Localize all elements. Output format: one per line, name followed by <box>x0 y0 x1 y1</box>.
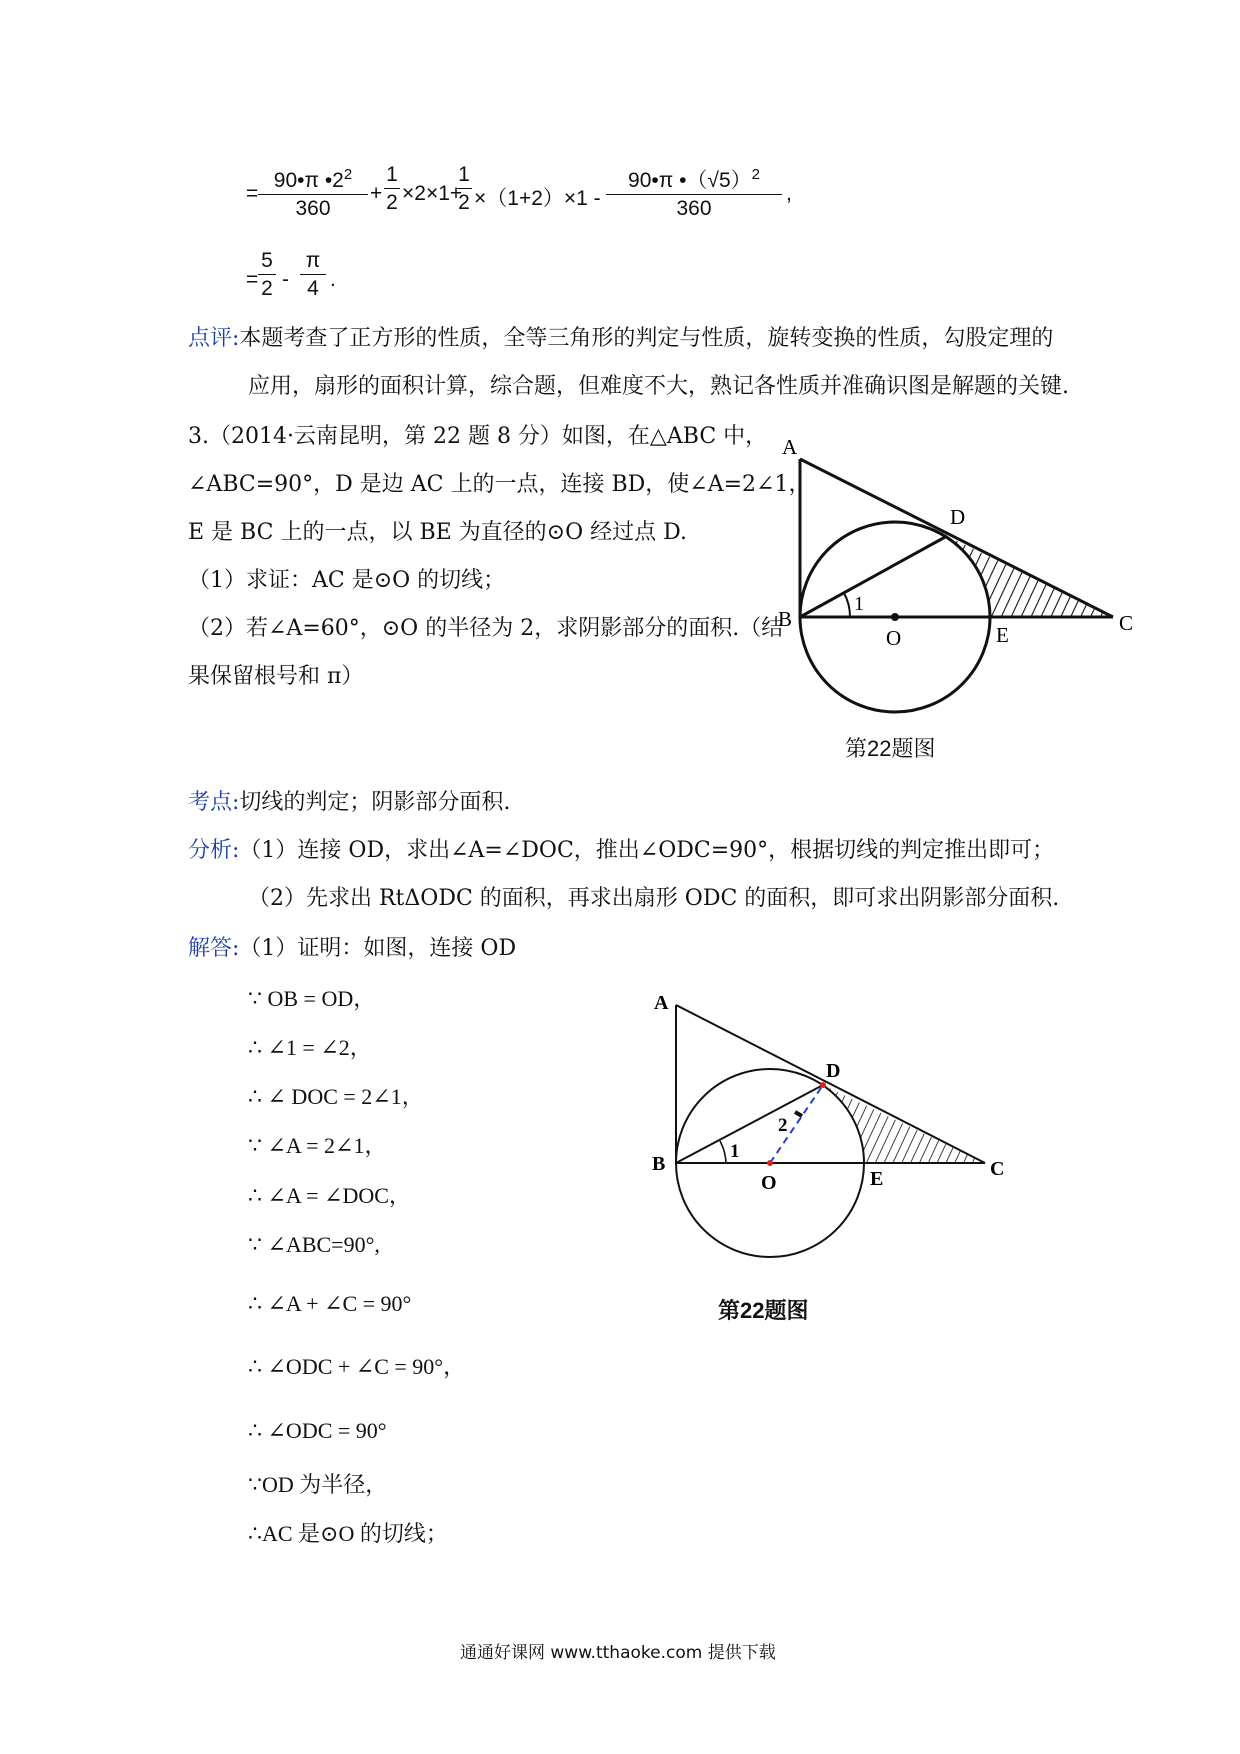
formula2-fraction-1: $\frac{5}{2}$ <box>258 248 276 303</box>
point-o <box>767 1160 773 1166</box>
formula1-plus: + <box>370 182 383 205</box>
label-angle-1: 1 <box>730 1141 740 1162</box>
label-c: C <box>990 1158 1005 1180</box>
formula1-fraction-2: $\frac{1}{2}$ <box>384 162 400 217</box>
problem-line-1: 3.（2014·云南昆明，第 22 题 8 分）如图，在△ABC 中， <box>188 424 768 449</box>
label-b: B <box>652 1153 666 1175</box>
fraction-denominator: 360 <box>295 197 331 220</box>
kaodian-label: 考点: <box>188 790 240 815</box>
formula2-eq: = <box>246 268 259 291</box>
fenxi-label: 分析: <box>188 838 240 863</box>
angle-2-mark <box>795 1112 802 1116</box>
formula1-fraction-4 <box>606 162 782 223</box>
figure-2-caption: 第22题图 <box>718 1298 809 1323</box>
jieda-step-5: ∴ ∠A = ∠DOC， <box>248 1183 411 1208</box>
label-a: A <box>782 435 798 459</box>
formula1-fraction-3: $\frac{1}{2}$ <box>456 162 472 217</box>
kaodian-line: 考点:切线的判定；阴影部分面积. <box>188 790 511 815</box>
fraction-numerator: 90•π $•(√5)^2$ <box>606 162 782 195</box>
figure-2-diagram <box>640 985 1020 1285</box>
jieda-label: 解答: <box>188 936 240 961</box>
fraction-numerator: 90•π $•2^2$ <box>258 162 368 195</box>
formula2-minus: - <box>282 268 289 291</box>
jieda-step-3: ∴ ∠ DOC = 2∠1， <box>248 1084 424 1109</box>
jieda-step-1: ∵ OB = OD， <box>248 986 376 1011</box>
label-e: E <box>996 623 1009 647</box>
jieda-step-6: ∵ ∠ABC=90°, <box>248 1232 380 1257</box>
jieda-step-4: ∵ ∠A = 2∠1， <box>248 1133 387 1158</box>
point-o <box>891 613 899 621</box>
problem-line-5: （2）若∠A=60°，⊙O 的半径为 2，求阴影部分的面积.（结 <box>188 616 784 641</box>
jieda-step-8: ∴ ∠ODC + ∠C = 90°， <box>248 1354 466 1379</box>
review-line-1: 点评:本题考查了正方形的性质，全等三角形的判定与性质，旋转变换的性质，勾股定理的 <box>188 326 1054 351</box>
review-label: 点评: <box>188 326 240 351</box>
jieda-step-10: ∵OD 为半径， <box>248 1472 388 1497</box>
angle-1-arc <box>844 593 850 617</box>
fenxi-line-1: 分析:（1）连接 OD，求出∠A=∠DOC，推出∠ODC=90°，根据切线的判定推出即可； <box>188 838 1055 863</box>
problem-line-6: 果保留根号和 π） <box>188 664 364 689</box>
formula1-tail: , <box>786 182 792 205</box>
label-d: D <box>950 505 966 529</box>
angle-1-arc <box>720 1141 726 1163</box>
formula1-mid-1: ×2×1+ <box>402 182 463 205</box>
formula2-tail: . <box>330 268 336 291</box>
label-c: C <box>1119 611 1134 635</box>
jieda-step-9: ∴ ∠ODC = 90° <box>248 1418 387 1443</box>
label-o: O <box>761 1172 777 1194</box>
fenxi-line-2: （2）先求出 RtΔODC 的面积，再求出扇形 ODC 的面积，即可求出阴影部分面积. <box>248 886 1060 911</box>
segment-bd <box>800 536 947 617</box>
jieda-step-7: ∴ ∠A + ∠C = 90° <box>248 1291 412 1316</box>
formula1-fraction-1 <box>258 162 368 223</box>
figure-1-caption: 第22题图 <box>845 736 936 761</box>
formula1-eq: = <box>246 182 259 205</box>
label-d: D <box>826 1060 841 1082</box>
label-angle-2: 2 <box>778 1115 788 1136</box>
label-o: O <box>886 626 902 650</box>
segment-ac <box>800 459 1113 617</box>
jieda-step-2: ∴ ∠1 = ∠2， <box>248 1035 372 1060</box>
point-d <box>820 1082 826 1088</box>
segment-bd <box>676 1085 823 1163</box>
label-e: E <box>870 1168 884 1190</box>
figure-1-diagram <box>770 430 1150 765</box>
problem-line-4: （1）求证：AC 是⊙O 的切线； <box>188 568 506 593</box>
formula1-mid-2: ×（1+2）×1 - <box>474 187 601 210</box>
label-angle-1: 1 <box>854 593 864 615</box>
problem-line-2: ∠ABC=90°，D 是边 AC 上的一点，连接 BD，使∠A=2∠1， <box>188 472 811 497</box>
label-a: A <box>654 992 669 1014</box>
fraction-denominator: 360 <box>676 197 712 220</box>
label-b: B <box>778 607 793 631</box>
problem-line-3: E 是 BC 上的一点，以 BE 为直径的⊙O 经过点 D. <box>188 520 687 545</box>
formula2-fraction-2: $\frac{\pi}{4}$ <box>300 248 326 303</box>
jieda-step-11: ∴AC 是⊙O 的切线； <box>248 1521 448 1546</box>
review-line-2: 应用，扇形的面积计算，综合题，但难度不大，熟记各性质并准确识图是解题的关键. <box>248 374 1069 399</box>
footer-text: 通通好课网 www.tthaoke.com 提供下载 <box>460 1643 776 1663</box>
jieda-line-0: 解答:（1）证明：如图，连接 OD <box>188 936 517 961</box>
